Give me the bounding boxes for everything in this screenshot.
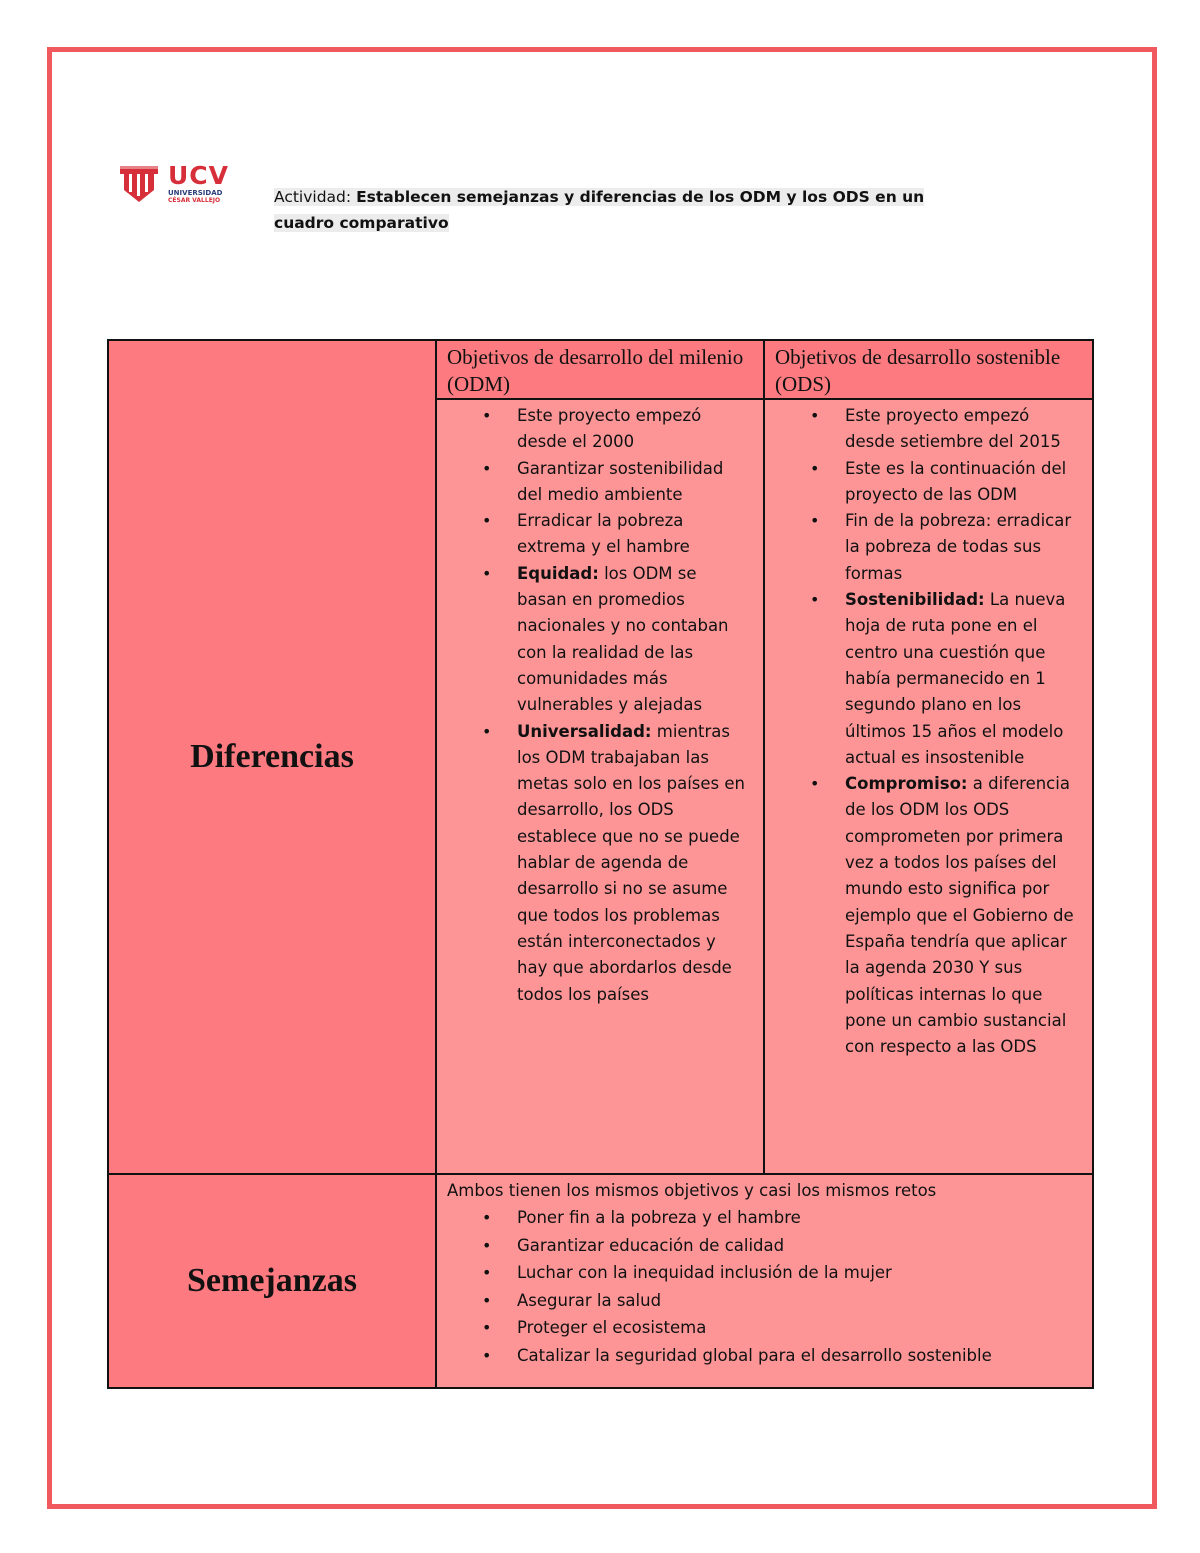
ucv-logo bbox=[118, 160, 238, 206]
semejanza-item: • Garantizar educación de calidad bbox=[517, 1232, 1080, 1260]
odm-list-item-text: Este proyecto empezó desde el 2000 bbox=[517, 406, 702, 452]
odm-list-item bbox=[517, 561, 751, 719]
header-ods-text: Objetivos de desarrollo sostenible (ODS) bbox=[775, 345, 1061, 396]
odm-list-item-text: Erradicar la pobreza extrema y el hambre bbox=[517, 511, 690, 557]
ods-list-item bbox=[845, 403, 1080, 456]
odm-list-item-text: Garantizar sostenibilidad del medio ambiente bbox=[517, 458, 724, 504]
ods-list-item-bold: Sostenibilidad: bbox=[845, 590, 985, 610]
ods-list-item bbox=[845, 587, 1080, 771]
logo-line2: CÉSAR VALLEJO bbox=[168, 196, 221, 204]
semejanzas-intro: Ambos tienen los mismos objetivos y casi los mismos retos bbox=[447, 1181, 937, 1200]
diferencias-label: Diferencias bbox=[190, 738, 354, 775]
odm-cell bbox=[436, 399, 764, 1174]
ods-list-item bbox=[845, 771, 1080, 1060]
activity-title bbox=[274, 184, 974, 236]
odm-list-item-bold: Equidad: bbox=[517, 563, 599, 583]
ods-cell bbox=[764, 399, 1093, 1174]
odm-list-item bbox=[517, 508, 751, 561]
semejanza-item: • Asegurar la salud bbox=[517, 1287, 1080, 1315]
ucv-shield-icon bbox=[118, 162, 160, 204]
odm-list-item-text: los ODM se basan en promedios nacionales y no contaban con la realidad de las comunidades más vulnerables y alejadas bbox=[517, 563, 729, 715]
ods-list-item-text: La nueva hoja de ruta pone en el centro una cuestión que había permanecido en 1 segundo plano en los últimos 15 años el modelo actual es insostenible bbox=[845, 590, 1066, 767]
logo-name: UCV bbox=[168, 160, 229, 190]
odm-list-item bbox=[517, 456, 751, 509]
ods-list-item-text: Este proyecto empezó desde setiembre del 2015 bbox=[845, 406, 1061, 452]
header-ods bbox=[764, 340, 1093, 399]
header-odm-text: Objetivos de desarrollo del milenio (ODM) bbox=[447, 345, 744, 396]
odm-list-item bbox=[517, 719, 751, 1008]
ods-list-item-text: Fin de la pobreza: erradicar la pobreza de todas sus formas bbox=[845, 511, 1072, 583]
header-odm bbox=[436, 340, 764, 399]
semejanza-item: • Luchar con la inequidad inclusión de la mujer bbox=[517, 1259, 1080, 1287]
ods-list-item bbox=[845, 456, 1080, 509]
row-label-semejanzas bbox=[108, 1174, 436, 1388]
odm-list-item-text: mientras los ODM trabajaban las metas solo en los países en desarrollo, los ODS establece que no se puede hablar de agenda de desarrollo si no se asume que todos los problemas están interconectados y hay que abordarlos desde todos los países bbox=[517, 721, 746, 1004]
semejanza-item: • Poner fin a la pobreza y el hambre bbox=[517, 1204, 1080, 1232]
logo-line1: UNIVERSIDAD bbox=[168, 188, 223, 197]
comparison-table bbox=[107, 339, 1094, 1389]
ods-list-item-text: Este es la continuación del proyecto de las ODM bbox=[845, 458, 1067, 504]
odm-list-item bbox=[517, 403, 751, 456]
ods-list-item-text: a diferencia de los ODM los ODS comprometen por primera vez a todos los países del mundo esto significa por ejemplo que el Gobierno de España tendría que aplicar la agenda 2030 Y sus políticas internas lo que pone un cambio sustancial con respecto a las ODS bbox=[845, 774, 1074, 1057]
semejanzas-cell bbox=[436, 1174, 1093, 1388]
row-label-diferencias bbox=[108, 340, 436, 1174]
ods-list-item-bold: Compromiso: bbox=[845, 774, 968, 794]
semejanza-item: • Proteger el ecosistema bbox=[517, 1314, 1080, 1342]
ods-list bbox=[765, 403, 1092, 1060]
semejanzas-label: Semejanzas bbox=[187, 1262, 357, 1299]
activity-text: Establecen semejanzas y diferencias de los ODM y los ODS en un cuadro comparativo bbox=[274, 188, 925, 232]
ods-list-item bbox=[845, 508, 1080, 587]
odm-list bbox=[437, 403, 763, 1008]
odm-list-item-bold: Universalidad: bbox=[517, 721, 652, 741]
activity-label: Actividad: bbox=[274, 188, 352, 206]
semejanza-item: • Catalizar la seguridad global para el desarrollo sostenible bbox=[517, 1342, 1080, 1370]
semejanzas-list bbox=[437, 1204, 1092, 1370]
